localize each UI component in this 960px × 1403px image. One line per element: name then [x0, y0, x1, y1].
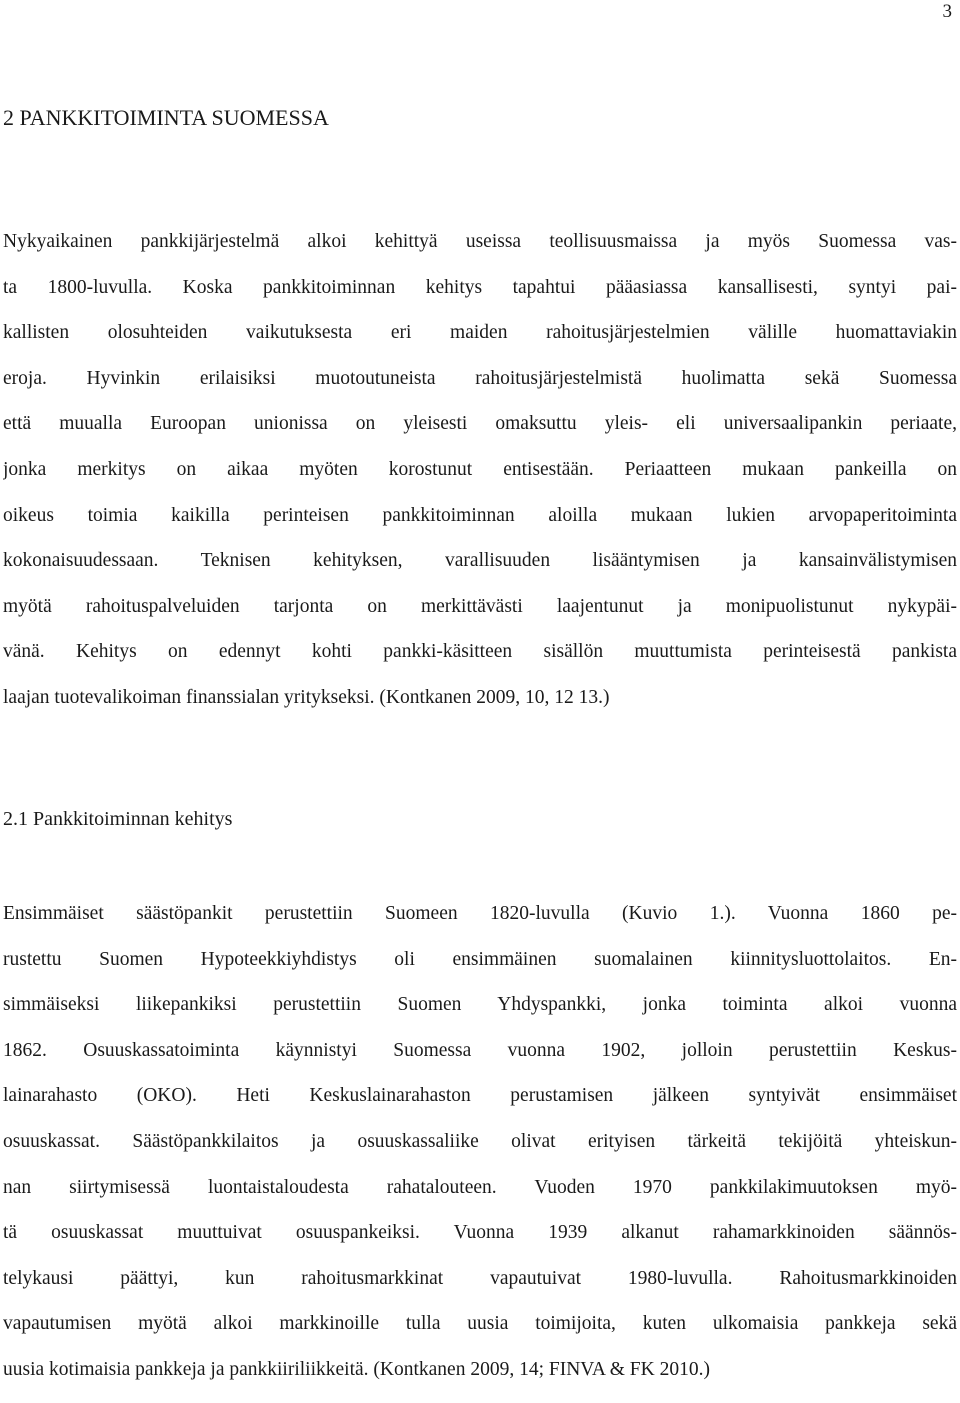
text-line: osuuskassat. Säästöpankkilaitos ja osuuskassaliike olivat erityisen tärkeitä tekijöitä yhteiskun-	[3, 1130, 957, 1152]
text-line: nan siirtymisessä luontaistaloudesta rahatalouteen. Vuoden 1970 pankkilakimuutoksen myö-	[3, 1176, 957, 1198]
text-line: myötä rahoituspalveluiden tarjonta on merkittävästi laajentunut ja monipuolistunut nykypäi-	[3, 595, 957, 617]
text-line: ta 1800-luvulla. Koska pankkitoiminnan kehitys tapahtui pääasiassa kansallisesti, syntyi pai-	[3, 276, 957, 298]
text-line: laajan tuotevalikoiman finanssialan yritykseksi. (Kontkanen 2009, 10, 12 13.)	[3, 686, 610, 708]
text-line: oikeus toimia kaikilla perinteisen pankkitoiminnan aloilla mukaan lukien arvopaperitoiminta	[3, 504, 957, 526]
text-line: telykausi päättyi, kun rahoitusmarkkinat vapautuivat 1980-luvulla. Rahoitusmarkkinoiden	[3, 1267, 957, 1289]
text-line: kokonaisuudessaan. Teknisen kehityksen, varallisuuden lisääntymisen ja kansainvälistymisen	[3, 550, 957, 572]
page-number: 3	[942, 1, 952, 22]
text-line: rustettu Suomen Hypoteekkiyhdistys oli ensimmäinen suomalainen kiinnitysluottolaitos. En-	[3, 948, 957, 970]
text-line: uusia kotimaisia pankkeja ja pankkiiriliikkeitä. (Kontkanen 2009, 14; FINVA & FK 2010.)	[3, 1358, 710, 1380]
text-line: simmäiseksi liikepankiksi perustettiin Suomen Yhdyspankki, jonka toiminta alkoi vuonna	[3, 994, 957, 1016]
text-line: lainarahasto (OKO). Heti Keskuslainarahaston perustamisen jälkeen syntyivät ensimmäiset	[3, 1085, 957, 1107]
text-line: eroja. Hyvinkin erilaisiksi muotoutuneista rahoitusjärjestelmistä huolimatta sekä Suomessa	[3, 367, 957, 389]
paragraph-banking-overview	[3, 229, 957, 731]
text-line: että muualla Euroopan unionissa on yleisesti omaksuttu yleis- eli universaalipankin periaate,	[3, 413, 957, 435]
text-line: jonka merkitys on aikaa myöten korostunut entisestään. Periaatteen mukaan pankeilla on	[3, 458, 957, 480]
text-line: vapautumisen myötä alkoi markkinoille tulla uusia toimijoita, kuten ulkomaisia pankkeja sekä	[3, 1313, 957, 1335]
paragraph-banking-history	[3, 901, 957, 1403]
text-line: tä osuuskassat muuttuivat osuuspankeiksi. Vuonna 1939 alkanut rahamarkkinoiden säännös-	[3, 1222, 957, 1244]
section-heading: 2.1 Pankkitoiminnan kehitys	[3, 808, 233, 830]
text-line: vänä. Kehitys on edennyt kohti pankki-käsitteen sisällön muuttumista perinteisestä pankista	[3, 641, 957, 663]
text-line: 1862. Osuuskassatoiminta käynnistyi Suomessa vuonna 1902, jolloin perustettiin Keskus-	[3, 1039, 957, 1061]
text-line: kallisten olosuhteiden vaikutuksesta eri maiden rahoitusjärjestelmien välille huomattaviakin	[3, 322, 957, 344]
chapter-heading: 2 PANKKITOIMINTA SUOMESSA	[3, 105, 329, 130]
text-line: Ensimmäiset säästöpankit perustettiin Suomeen 1820-luvulla (Kuvio 1.). Vuonna 1860 pe-	[3, 903, 957, 924]
text-line: Nykyaikainen pankkijärjestelmä alkoi kehittyä useissa teollisuusmaissa ja myös Suomessa vas-	[3, 231, 957, 252]
